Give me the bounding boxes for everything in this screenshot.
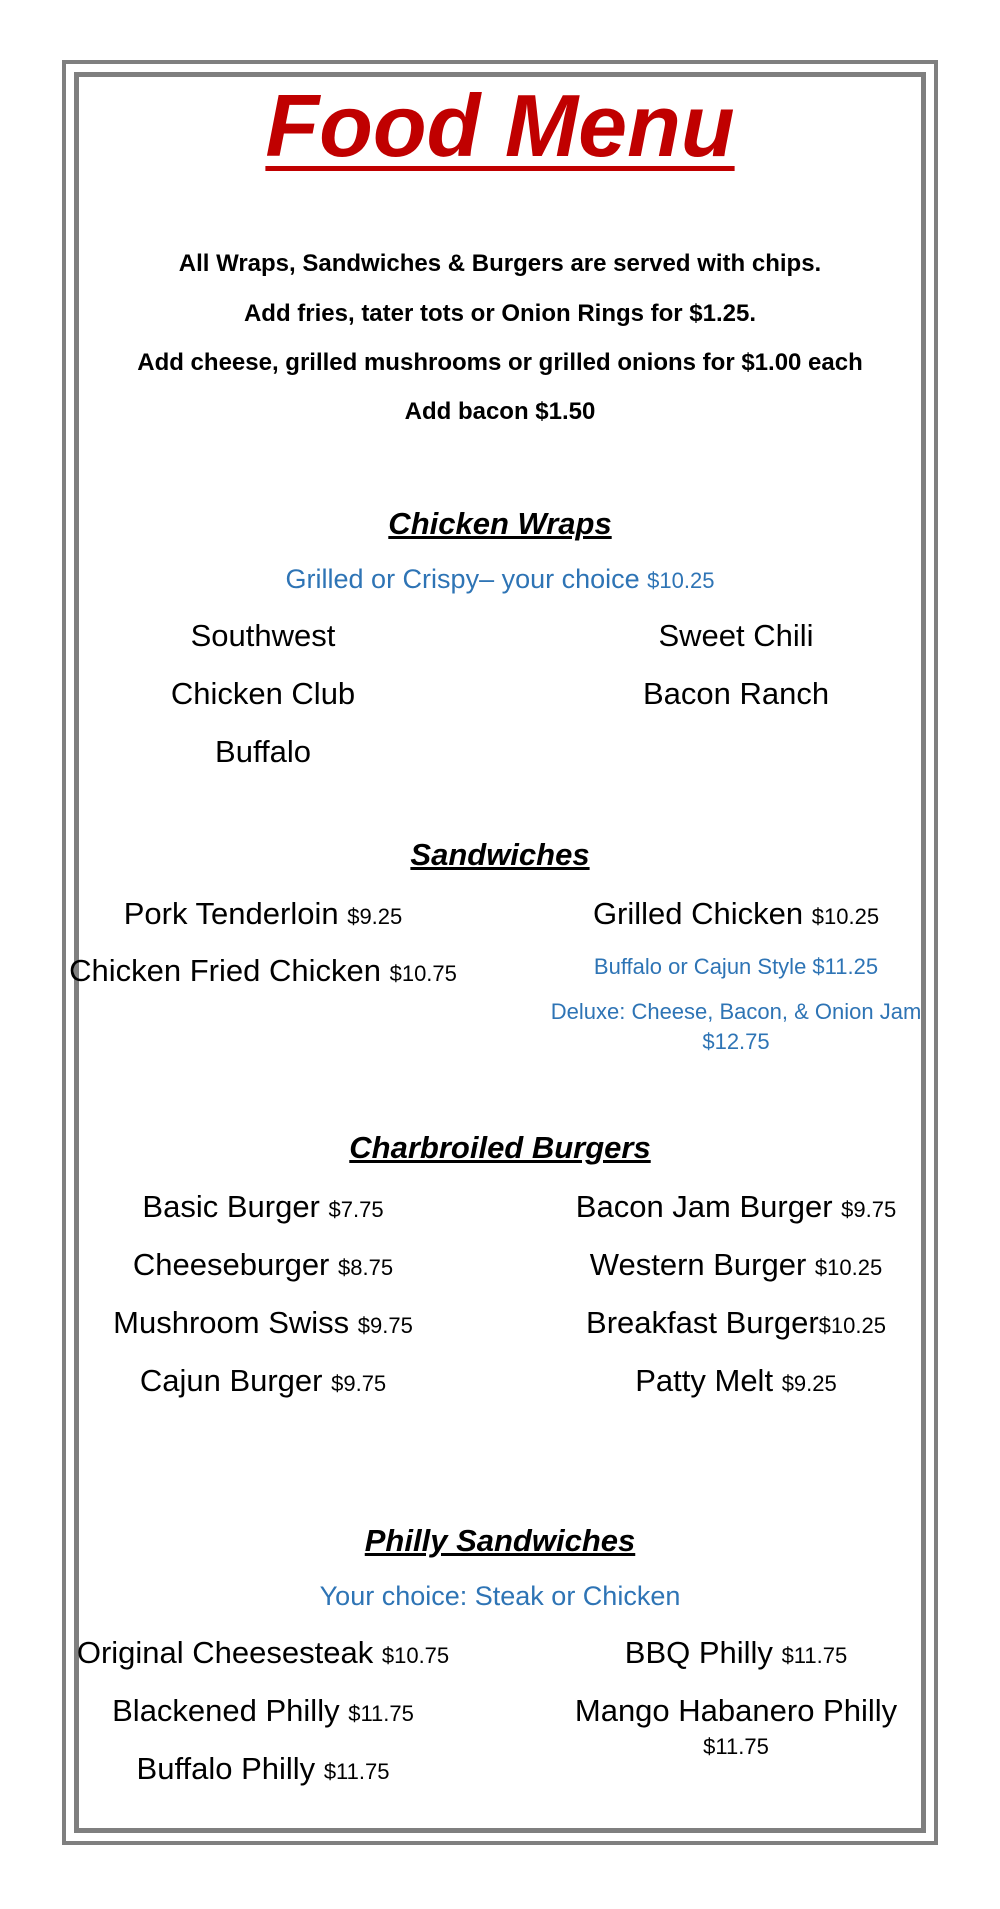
item-price: $10.75 [389, 961, 457, 986]
note-sides: Add fries, tater tots or Onion Rings for $1.25. [243, 300, 757, 327]
section-heading-sandwiches: Sandwiches [410, 837, 590, 872]
item-price: $10.25 [814, 1255, 883, 1280]
item-price: $10.75 [381, 1643, 450, 1668]
item-name: Basic Burger [142, 1189, 320, 1224]
item-name: Chicken Fried Chicken [69, 953, 381, 988]
item-price: $9.75 [357, 1313, 413, 1338]
item-name: Buffalo Philly [136, 1751, 316, 1786]
menu-item [590, 1246, 882, 1283]
menu-item [635, 1362, 837, 1399]
menu-item [137, 1750, 390, 1787]
item-price: $8.75 [338, 1255, 394, 1280]
item-price: $9.75 [841, 1197, 897, 1222]
item-price: $11.75 [348, 1701, 414, 1726]
menu-item: Sweet Chili [658, 618, 814, 653]
menu-item [576, 1188, 896, 1225]
wraps-price: $10.25 [647, 568, 715, 593]
sandwich-option-deluxe: Deluxe: Cheese, Bacon, & Onion Jam $12.75 [550, 999, 922, 1054]
item-price: $9.25 [781, 1371, 837, 1396]
note-bacon: Add bacon $1.50 [404, 398, 596, 425]
item-price: $11.75 [703, 1734, 769, 1759]
item-name: Mango Habanero Philly [574, 1693, 898, 1728]
menu-item: Buffalo [215, 734, 311, 769]
item-price: $10.25 [811, 904, 880, 929]
menu-item [77, 1634, 449, 1671]
note-chips: All Wraps, Sandwiches & Burgers are served with chips. [178, 250, 822, 277]
menu-item [113, 1304, 413, 1341]
wraps-subtitle-text: Grilled or Crispy– your choice [285, 564, 640, 594]
item-name: Blackened Philly [112, 1693, 340, 1728]
menu-item: Southwest [190, 618, 336, 653]
item-name: Original Cheesesteak [76, 1635, 374, 1670]
item-name: Western Burger [589, 1247, 807, 1282]
menu-item [133, 1246, 393, 1283]
menu-item [142, 1188, 383, 1225]
section-heading-philly: Philly Sandwiches [364, 1523, 636, 1558]
item-price: $7.75 [328, 1197, 384, 1222]
item-name: Grilled Chicken [592, 896, 804, 931]
item-name: Cheeseburger [132, 1247, 330, 1282]
item-price: $9.75 [331, 1371, 387, 1396]
item-price: $9.25 [347, 904, 403, 929]
item-name: Bacon Jam Burger [575, 1189, 833, 1224]
item-name: Mushroom Swiss [113, 1305, 350, 1340]
page-title: Food Menu [265, 76, 735, 175]
item-name: Pork Tenderloin [123, 896, 339, 931]
menu-item [124, 895, 403, 932]
menu-item [625, 1634, 847, 1671]
menu-item [69, 952, 457, 989]
menu-item [586, 1304, 886, 1341]
wraps-subtitle [286, 563, 715, 595]
menu-item [593, 895, 879, 932]
sandwich-option-style: Buffalo or Cajun Style $11.25 [593, 954, 879, 979]
menu-item: Bacon Ranch [642, 676, 830, 711]
menu-item [112, 1692, 414, 1729]
item-name: Patty Melt [635, 1363, 774, 1398]
item-name: Cajun Burger [139, 1363, 323, 1398]
section-heading-wraps: Chicken Wraps [388, 506, 612, 541]
item-price: $11.75 [323, 1759, 390, 1784]
section-heading-burgers: Charbroiled Burgers [349, 1130, 651, 1165]
menu-item [575, 1692, 897, 1729]
note-toppings: Add cheese, grilled mushrooms or grilled onions for $1.00 each [137, 349, 863, 376]
item-price: $11.75 [781, 1643, 848, 1668]
item-name: BBQ Philly [624, 1635, 773, 1670]
menu-item: Chicken Club [170, 676, 356, 711]
item-name: Breakfast Burger [586, 1305, 819, 1340]
item-price: $10.25 [818, 1313, 886, 1338]
philly-subtitle: Your choice: Steak or Chicken [319, 1581, 681, 1611]
menu-item [140, 1362, 386, 1399]
